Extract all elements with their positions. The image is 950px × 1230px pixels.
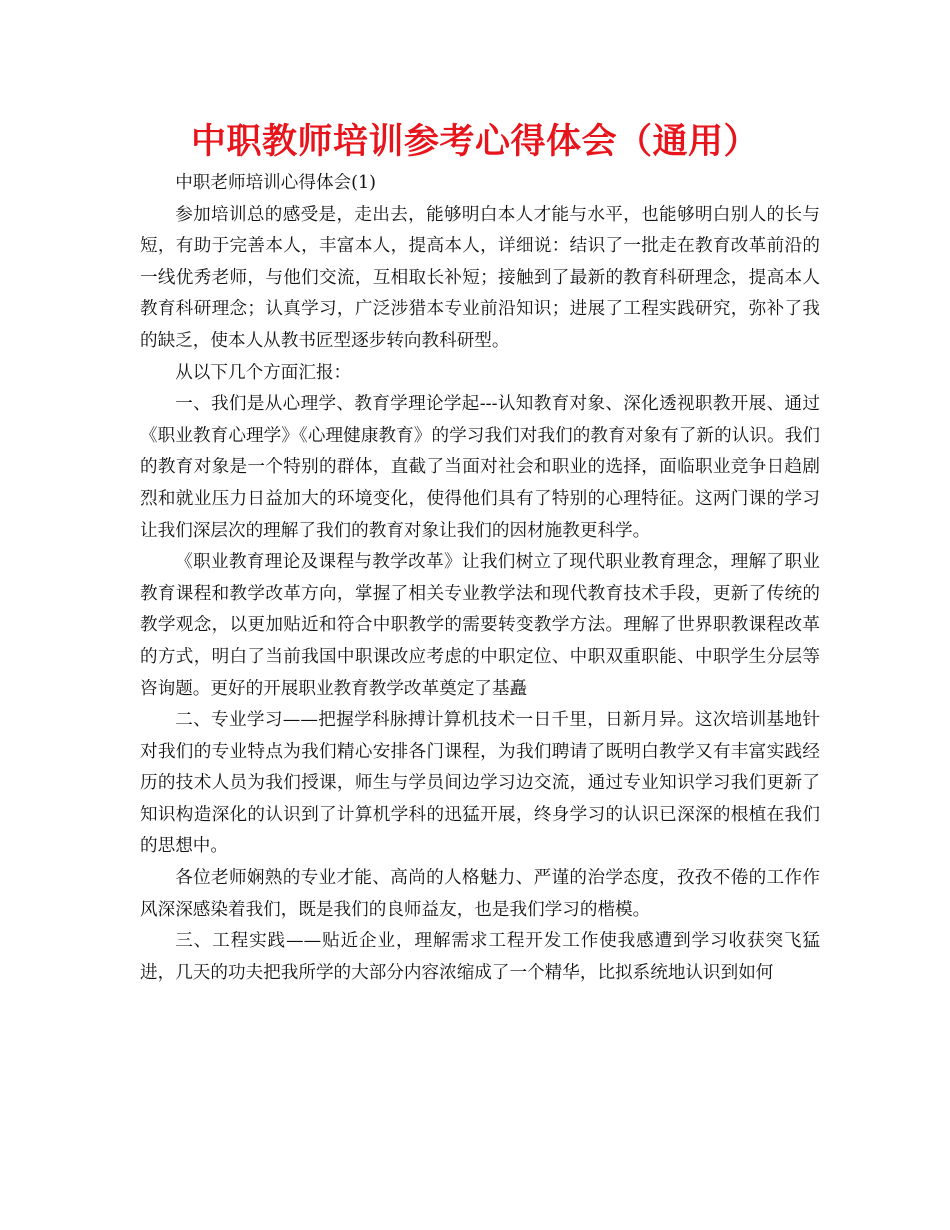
paragraph-3: 一、我们是从心理学、教育学理论学起---认知教育对象、深化透视职教开展、通过《职业教育心理学》《心理健康教育》的学习我们对我们的教育对象有了新的认识。我们的教育对象是一个特别的群体，直截了当面对社会和职业的选择，面临职业竞争日趋剧烈和就业压力日益加大的环境变化，使得他们具有了特别的心理特征。这两门课的学习让我们深层次的理解了我们的教育对象让我们的因材施教更科学。 xyxy=(140,394,820,541)
document-body xyxy=(140,168,820,989)
paragraph-6: 各位老师娴熟的专业才能、高尚的人格魅力、严谨的治学态度，孜孜不倦的工作作风深深感染着我们，既是我们的良师益友，也是我们学习的楷模。 xyxy=(140,868,820,920)
paragraph-5: 二、专业学习——把握学科脉搏计算机技术一日千里，日新月异。这次培训基地针对我们的专业特点为我们精心安排各门课程，为我们聘请了既明白教学又有丰富实践经历的技术人员为我们授课，师生与学员间边学习边交流，通过专业知识学习我们更新了知识构造深化的认识到了计算机学科的迅猛开展，终身学习的认识已深深的根植在我们的思想中。 xyxy=(140,710,820,857)
paragraph-7: 三、工程实践——贴近企业，理解需求工程开发工作使我感遭到学习收获突飞猛进，几天的功夫把我所学的大部分内容浓缩成了一个精华，比拟系统地认识到如何 xyxy=(140,931,820,983)
document-subtitle: 中职老师培训心得体会(1) xyxy=(175,173,377,193)
paragraph-2: 从以下几个方面汇报： xyxy=(175,362,352,383)
paragraph-4: 《职业教育理论及课程与教学改革》让我们树立了现代职业教育理念，理解了职业教育课程和教学改革方向，掌握了相关专业教学法和现代教育技术手段，更新了传统的教学观念，以更加贴近和符合中职教学的需要转变教学方法。理解了世界职教课程改革的方式，明白了当前我国中职课改应考虑的中职定位、中职双重职能、中职学生分层等咨询题。更好的开展职业教育教学改革奠定了基矗 xyxy=(140,552,820,699)
paragraph-1: 参加培训总的感受是，走出去，能够明白本人才能与水平，也能够明白别人的长与短，有助于完善本人，丰富本人，提高本人，详细说：结识了一批走在教育改革前沿的一线优秀老师，与他们交流，互相取长补短；接触到了最新的教育科研理念，提高本人教育科研理念；认真学习，广泛涉猎本专业前沿知识；进展了工程实践研究，弥补了我的缺乏，使本人从教书匠型逐步转向教科研型。 xyxy=(140,204,820,351)
document-title: 中职教师培训参考心得体会（通用） xyxy=(190,122,759,162)
